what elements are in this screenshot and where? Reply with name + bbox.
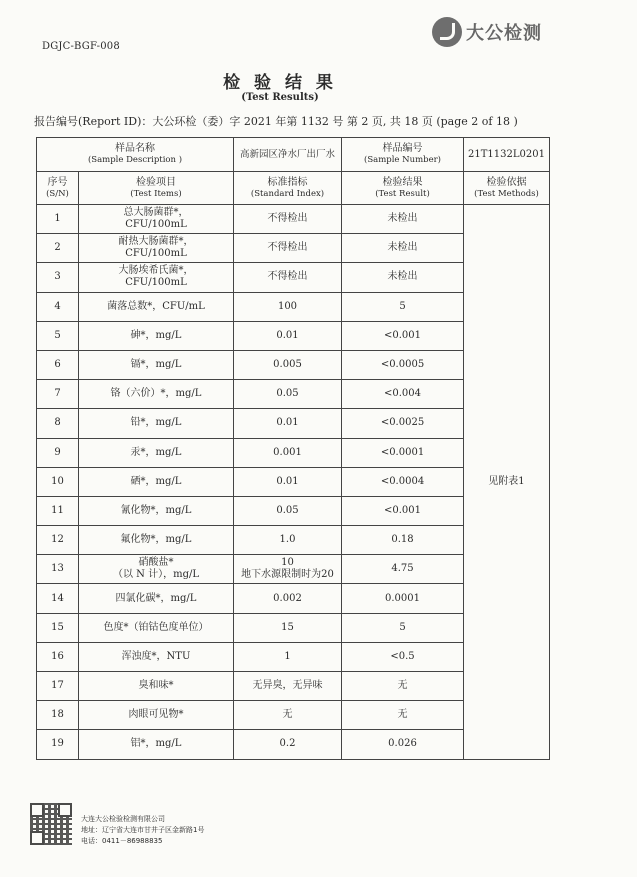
sn-cell (37, 584, 79, 613)
index-cell (234, 526, 342, 555)
footer-address: 地址：辽宁省大连市甘井子区金新路1号 (81, 826, 205, 834)
index-cell (234, 409, 342, 438)
index-cell-text: 100 (277, 300, 298, 312)
sn-cell-text: 15 (51, 621, 64, 633)
method-cell-text: 见附表1 (488, 475, 525, 487)
result-cell-text: 0.026 (388, 738, 417, 750)
index-cell-text: 无异臭，无异味 (252, 680, 323, 692)
result-cell-text: 4.75 (391, 563, 414, 575)
index-cell-text: 无 (282, 709, 293, 721)
sn-cell-text: 14 (51, 592, 64, 604)
item-cell (79, 467, 234, 496)
index-cell (234, 438, 342, 467)
sn-cell (37, 205, 79, 234)
sn-cell-text: 5 (54, 329, 61, 341)
sn-cell-text: 8 (54, 417, 61, 429)
index-cell (234, 584, 342, 613)
col-method-label-en: (Test Methods) (474, 188, 539, 199)
item-cell-text: CFU/100mL (125, 248, 187, 260)
sn-cell (37, 555, 79, 584)
item-cell-text: CFU/100mL (125, 277, 187, 289)
result-cell-text: 无 (397, 709, 408, 721)
item-cell (79, 496, 234, 525)
item-cell-text: 耐热大肠菌群*， (118, 236, 194, 248)
result-cell (342, 205, 464, 234)
sn-cell (37, 526, 79, 555)
result-cell (342, 409, 464, 438)
item-cell (79, 234, 234, 263)
column-header-row (37, 172, 550, 205)
sample-no-label-cell (342, 138, 464, 172)
sample-desc-label-cell (37, 138, 234, 172)
index-cell-text: 0.002 (273, 592, 302, 604)
company-logo (432, 17, 542, 47)
item-cell-text: 肉眼可见物* (128, 709, 184, 721)
sn-cell (37, 438, 79, 467)
result-cell (342, 350, 464, 379)
index-cell-text: 不得检出 (267, 271, 308, 283)
result-cell-text: <0.0001 (380, 446, 425, 458)
sn-cell-text: 2 (54, 242, 61, 254)
index-cell-text: 地下水源限制时为20 (241, 569, 334, 581)
index-cell (234, 672, 342, 701)
result-cell-text: 5 (399, 621, 406, 633)
index-cell-text: 0.05 (276, 504, 299, 516)
col-method-header (464, 172, 550, 205)
index-cell (234, 642, 342, 671)
sn-cell-text: 17 (51, 680, 64, 692)
sn-cell (37, 380, 79, 409)
index-cell (234, 730, 342, 759)
item-cell-text: 大肠埃希氏菌*， (118, 265, 194, 277)
item-cell-text: 砷*，mg/L (130, 329, 182, 341)
index-cell-text: 1.0 (279, 534, 296, 546)
col-index-label: 标准指标 (267, 176, 308, 188)
item-cell-text: 总大肠菌群*， (123, 207, 189, 219)
qr-code (30, 803, 72, 845)
logo-icon (432, 17, 462, 47)
index-cell-text: 不得检出 (267, 242, 308, 254)
item-cell (79, 292, 234, 321)
index-cell (234, 263, 342, 292)
method-cell (464, 205, 550, 760)
sample-no-label: 样品编号 (382, 143, 423, 155)
document-code: DGJC-BGF-008 (42, 41, 120, 52)
item-cell-text: （以 N 计），mg/L (112, 569, 199, 581)
footer-contact (81, 814, 204, 847)
result-cell-text: 未检出 (387, 213, 418, 225)
item-cell (79, 555, 234, 584)
result-cell-text: <0.0005 (380, 359, 425, 371)
result-cell-text: 未检出 (387, 271, 418, 283)
index-cell-text: 不得检出 (267, 213, 308, 225)
sn-cell (37, 701, 79, 730)
item-cell-text: 铝*，mg/L (130, 738, 182, 750)
item-cell-text: 氟化物*，mg/L (120, 534, 192, 546)
result-cell (342, 321, 464, 350)
sn-cell-text: 16 (51, 650, 64, 662)
result-cell (342, 730, 464, 759)
item-cell (79, 613, 234, 642)
index-cell-text: 0.2 (279, 738, 296, 750)
result-cell (342, 438, 464, 467)
result-cell-text: <0.004 (383, 388, 421, 400)
index-cell (234, 321, 342, 350)
index-cell (234, 350, 342, 379)
col-index-header (234, 172, 342, 205)
index-cell (234, 292, 342, 321)
footer-phone: 电话：0411－86988835 (81, 837, 163, 845)
index-cell-text: 0.01 (276, 417, 299, 429)
result-cell-text: <0.5 (390, 650, 415, 662)
col-item-header (79, 172, 234, 205)
result-cell (342, 584, 464, 613)
col-result-label-en: (Test Result) (375, 188, 430, 199)
result-cell-text: 未检出 (387, 242, 418, 254)
result-cell-text: <0.001 (383, 504, 421, 516)
index-cell-text: 15 (281, 621, 294, 633)
sn-cell-text: 19 (51, 738, 64, 750)
sample-no-label-en: (Sample Number) (364, 155, 441, 166)
sample-desc-label: 样品名称 (115, 143, 155, 155)
item-cell (79, 672, 234, 701)
result-cell-text: 5 (399, 300, 406, 312)
sn-cell (37, 467, 79, 496)
result-cell (342, 526, 464, 555)
index-cell (234, 555, 342, 584)
report-number: 报告编号(Report ID)：大公环检（委）字 2021 年第 1132 号 第 2 页, 共 18 页 (page 2 of 18 ) (34, 115, 518, 128)
item-cell-text: 硝酸盐* (138, 557, 174, 569)
item-cell (79, 205, 234, 234)
item-cell (79, 642, 234, 671)
sample-info-row (37, 138, 550, 172)
index-cell (234, 613, 342, 642)
sn-cell-text: 12 (51, 534, 64, 546)
index-cell-text: 0.01 (276, 329, 299, 341)
sn-cell-text: 4 (54, 300, 61, 312)
sample-no-value: 21T1132L0201 (464, 138, 550, 172)
result-cell (342, 496, 464, 525)
result-cell (342, 555, 464, 584)
index-cell-text: 0.005 (273, 359, 302, 371)
item-cell-text: 四氯化碳*，mg/L (115, 592, 197, 604)
item-cell-text: 硒*，mg/L (130, 475, 182, 487)
col-sn-header (37, 172, 79, 205)
col-sn-label: 序号 (47, 176, 68, 188)
qr-corner (30, 803, 44, 817)
index-cell (234, 234, 342, 263)
item-cell-text: 菌落总数*，CFU/mL (107, 300, 205, 312)
sample-desc-value: 高新园区净水厂出厂水 (234, 138, 342, 172)
item-cell (79, 438, 234, 467)
col-result-header (342, 172, 464, 205)
sn-cell-text: 9 (54, 446, 61, 458)
item-cell (79, 584, 234, 613)
result-cell (342, 234, 464, 263)
item-cell-text: 铅*，mg/L (130, 417, 182, 429)
result-cell (342, 263, 464, 292)
qr-corner (30, 831, 44, 845)
result-cell-text: <0.001 (383, 329, 421, 341)
index-cell (234, 496, 342, 525)
col-method-label: 检验依据 (486, 176, 527, 188)
result-cell (342, 380, 464, 409)
logo-text: 大公检测 (466, 23, 542, 44)
sn-cell-text: 13 (51, 563, 64, 575)
item-cell (79, 263, 234, 292)
sn-cell-text: 10 (51, 475, 64, 487)
sn-cell (37, 263, 79, 292)
sn-cell (37, 409, 79, 438)
index-cell (234, 701, 342, 730)
index-cell (234, 380, 342, 409)
sn-cell-text: 7 (54, 388, 61, 400)
result-cell-text: 0.0001 (385, 592, 420, 604)
item-cell (79, 380, 234, 409)
result-cell-text: <0.0004 (380, 475, 425, 487)
page-title: 检 验 结 果 (223, 73, 337, 93)
footer-company: 大连大公检验检测有限公司 (81, 815, 165, 823)
sn-cell-text: 11 (51, 504, 64, 516)
result-cell-text: <0.0025 (380, 417, 425, 429)
result-cell (342, 701, 464, 730)
sn-cell (37, 730, 79, 759)
sn-cell-text: 18 (51, 709, 64, 721)
result-cell (342, 672, 464, 701)
result-cell (342, 292, 464, 321)
sample-desc-label-en: (Sample Description ) (87, 155, 183, 166)
result-cell (342, 642, 464, 671)
item-cell-text: 臭和味* (138, 680, 174, 692)
page-subtitle: (Test Results) (241, 92, 319, 103)
sn-cell (37, 321, 79, 350)
table-row (37, 205, 550, 234)
index-cell-text: 0.05 (276, 388, 299, 400)
sn-cell (37, 234, 79, 263)
index-cell-text: 0.001 (273, 446, 302, 458)
item-cell-text: 汞*，mg/L (130, 446, 182, 458)
item-cell (79, 321, 234, 350)
col-index-label-en: (Standard Index) (250, 188, 325, 199)
index-cell (234, 205, 342, 234)
sn-cell (37, 496, 79, 525)
col-item-label-en: (Test Items) (130, 188, 182, 199)
index-cell (234, 467, 342, 496)
index-cell-text: 1 (284, 650, 291, 662)
sn-cell (37, 672, 79, 701)
result-cell-text: 无 (397, 680, 408, 692)
index-cell-text: 0.01 (276, 475, 299, 487)
item-cell-text: 氰化物*，mg/L (120, 504, 192, 516)
sn-cell-text: 1 (54, 213, 61, 225)
sn-cell-text: 3 (54, 271, 61, 283)
sn-cell (37, 350, 79, 379)
col-item-label: 检验项目 (136, 176, 176, 188)
sn-cell (37, 642, 79, 671)
col-result-label: 检验结果 (382, 176, 423, 188)
result-cell (342, 467, 464, 496)
item-cell-text: CFU/100mL (125, 219, 187, 231)
sn-cell (37, 292, 79, 321)
item-cell-text: 铬（六价）*，mg/L (110, 388, 202, 400)
col-sn-label-en: (S/N) (46, 188, 69, 199)
result-cell-text: 0.18 (391, 534, 414, 546)
sn-cell (37, 613, 79, 642)
item-cell (79, 526, 234, 555)
item-cell-text: 浑浊度*，NTU (121, 650, 191, 662)
item-cell (79, 350, 234, 379)
result-cell (342, 613, 464, 642)
item-cell (79, 409, 234, 438)
item-cell (79, 730, 234, 759)
item-cell-text: 镉*，mg/L (130, 359, 182, 371)
item-cell (79, 701, 234, 730)
item-cell-text: 色度*（铂钴色度单位） (103, 621, 209, 633)
sn-cell-text: 6 (54, 359, 61, 371)
index-cell-text: 10 (281, 557, 294, 569)
qr-corner (58, 803, 72, 817)
results-table (36, 137, 550, 760)
